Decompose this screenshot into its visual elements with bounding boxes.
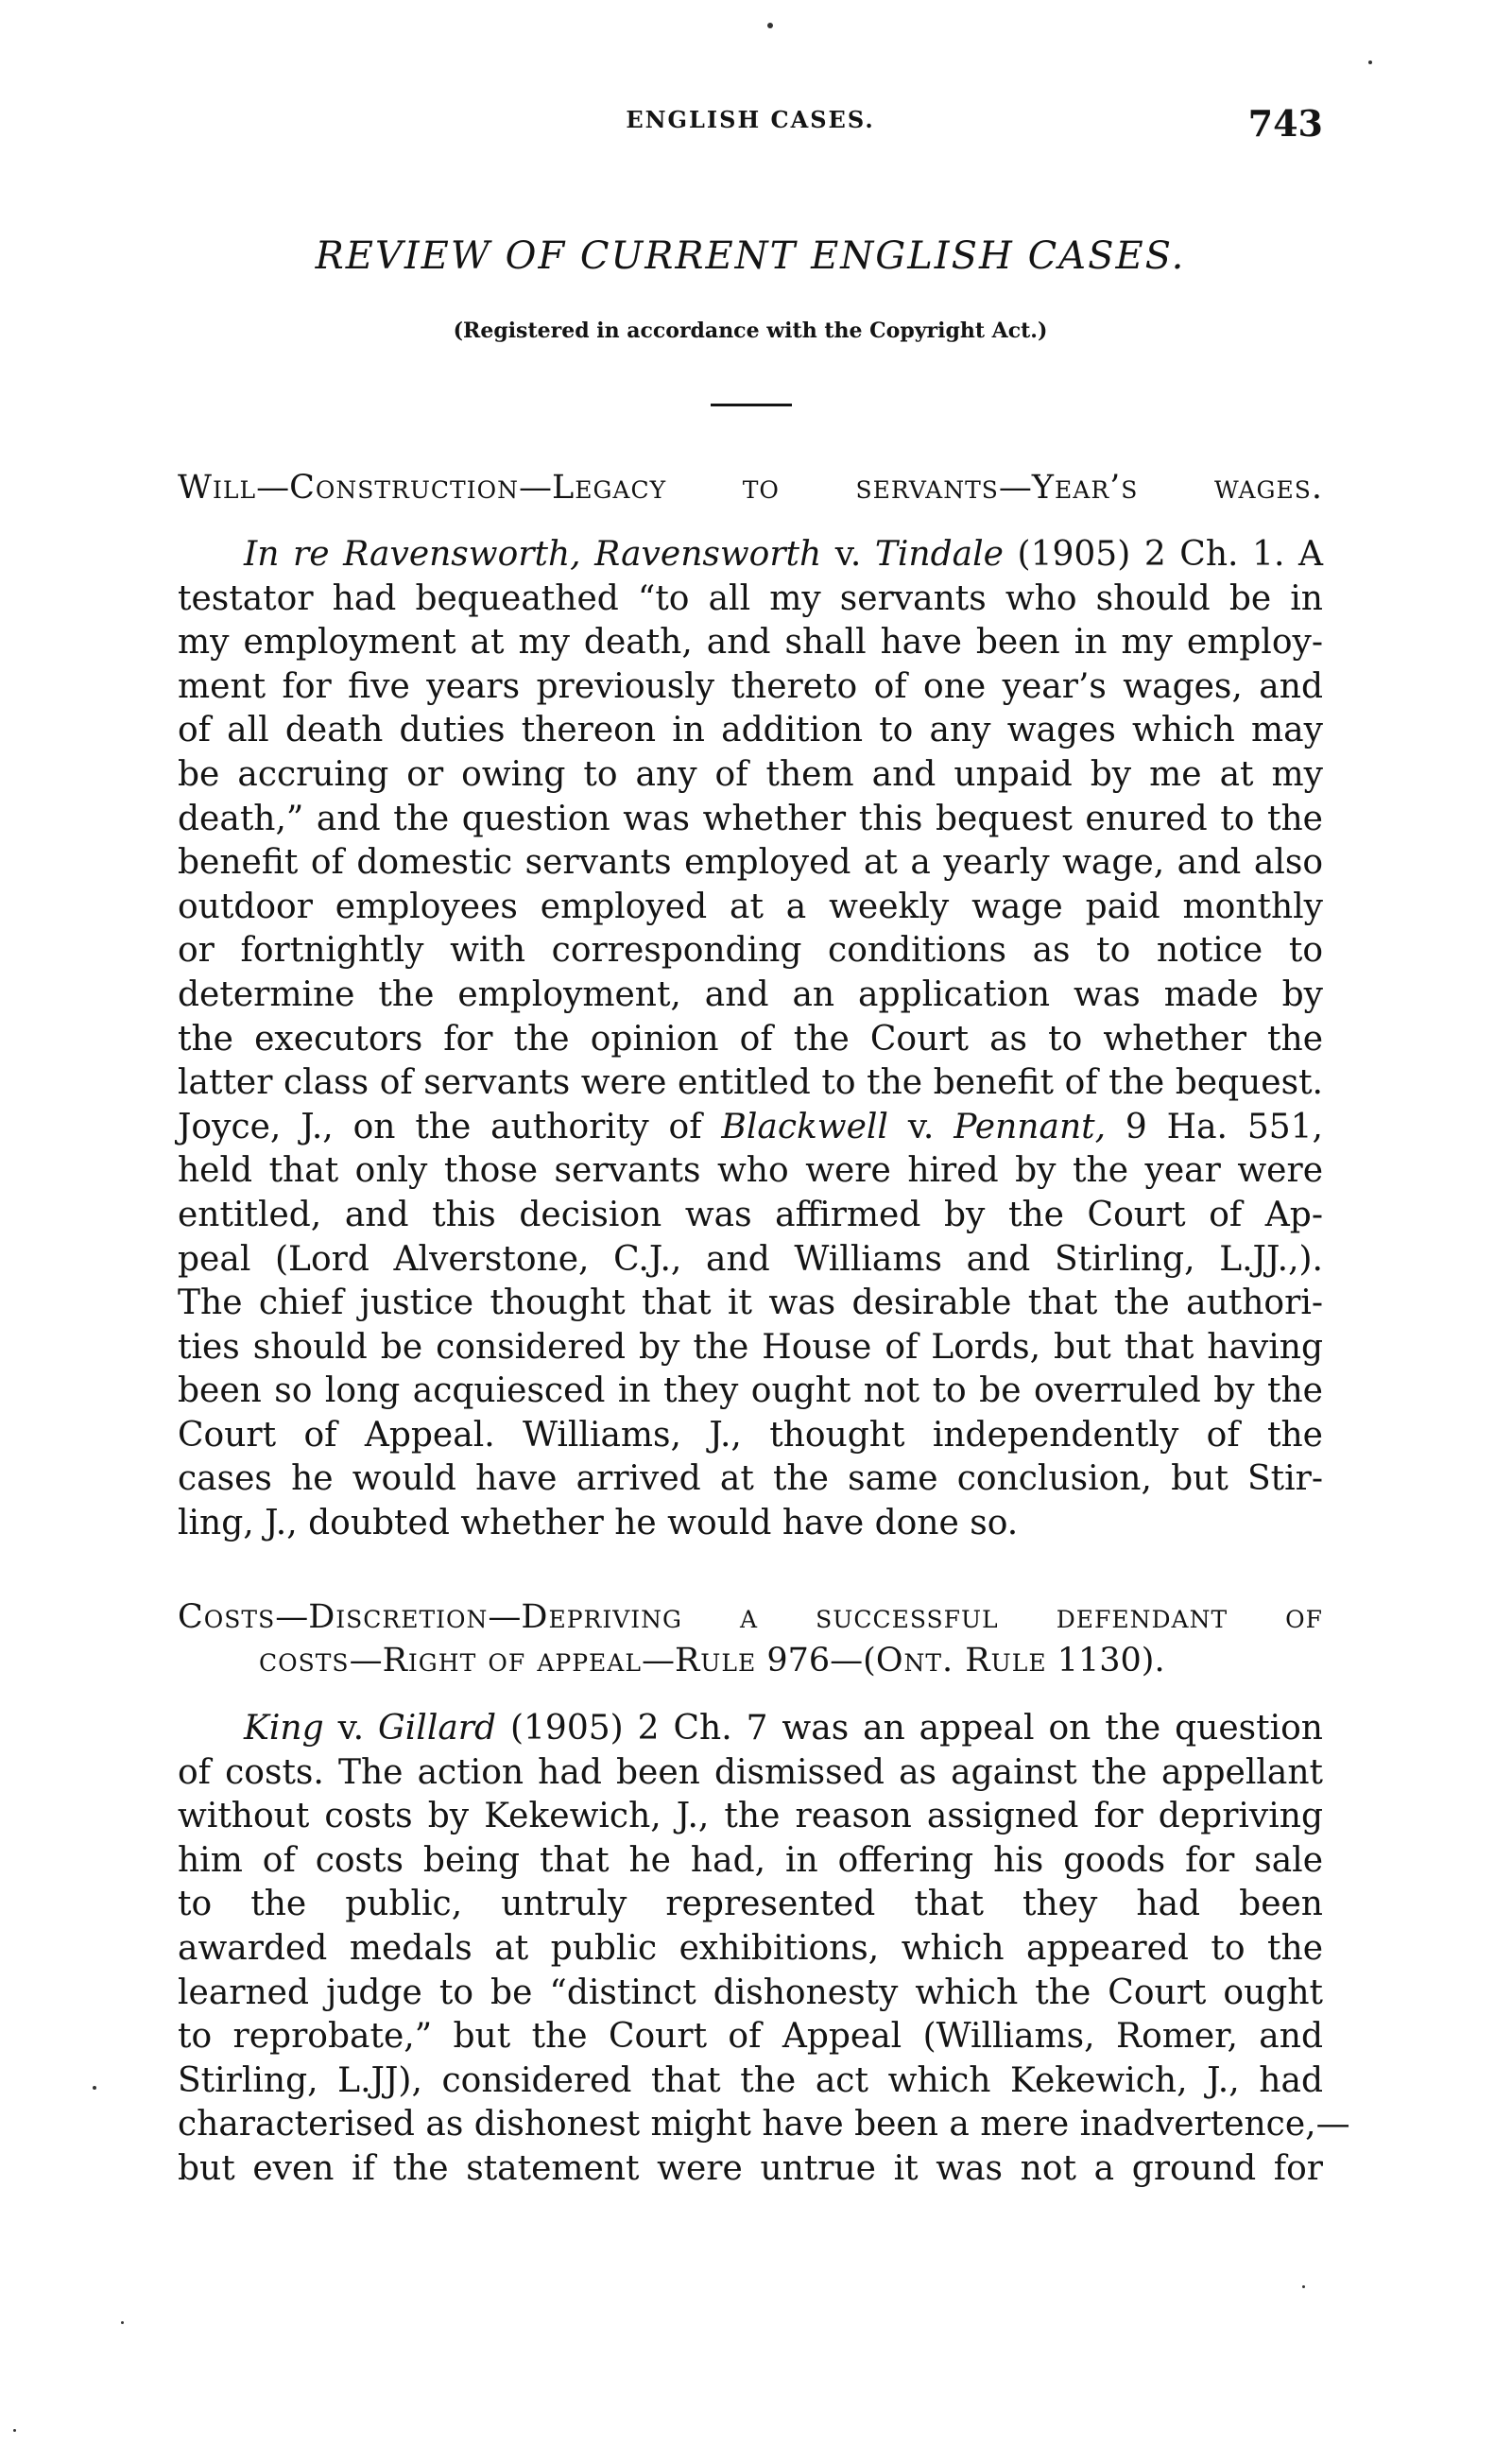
text-line: testator had bequeathed “to all my servants who should be in: [178, 578, 1323, 618]
text-line-joyce: Joyce, J., on the authority of Blackwell v. Pennant, 9 Ha. 551,: [178, 1107, 1323, 1146]
text-line: be accruing or owing to any of them and unpaid by me at my: [178, 754, 1323, 794]
title-rule: [711, 404, 792, 406]
scan-speck: [767, 23, 773, 28]
scan-speck: [1302, 2285, 1305, 2288]
section-body-ravensworth: [178, 533, 1323, 1546]
scan-speck: [121, 2321, 124, 2324]
section-heading-costs-discretion: Costs—Discretion—Depriving a successful defendant of costs—Right of appeal—Rule 976—(Ont. Rule 1130).: [178, 1598, 1323, 1679]
case-citation-line: King v. Gillard (1905) 2 Ch. 7 was an appeal on the question: [244, 1709, 1323, 1748]
text-line: held that only those servants who were hired by the year were: [178, 1151, 1323, 1191]
text-line: characterised as dishonest might have been a mere inadvertence,—: [178, 2105, 1350, 2145]
case-name: In re Ravensworth, Ravensworth: [244, 535, 822, 574]
text-line: The chief justice thought that it was desirable that the authori-: [178, 1283, 1323, 1323]
running-head: [178, 102, 1323, 147]
text-line: Court of Appeal. Williams, J., thought independently of the: [178, 1415, 1323, 1455]
text-line: ties should be considered by the House of Lords, but that having: [178, 1327, 1323, 1367]
text-line: awarded medals at public exhibitions, which appeared to the: [178, 1928, 1323, 1968]
scan-speck: [13, 2429, 16, 2432]
case-name: Gillard: [378, 1709, 497, 1748]
text-line: to the public, untruly represented that they had been: [178, 1885, 1323, 1924]
text-line: or fortnightly with corresponding conditions as to notice to: [178, 931, 1323, 971]
scan-speck: [1368, 60, 1372, 64]
text-line: peal (Lord Alverstone, C.J., and Williams and Stirling, L.JJ.,).: [178, 1239, 1323, 1279]
text-line: latter class of servants were entitled to the benefit of the bequest.: [178, 1063, 1323, 1103]
text-line: determine the employment, and an application was made by: [178, 974, 1323, 1014]
text-line: of costs. The action had been dismissed as against the appellant: [178, 1752, 1323, 1792]
text-line: my employment at my death, and shall have been in my employ-: [178, 623, 1323, 663]
copyright-notice: (Registered in accordance with the Copyright Act.): [453, 319, 1048, 343]
section-body-king-gillard: [178, 1707, 1350, 2192]
text-line: cases he would have arrived at the same conclusion, but Stir-: [178, 1459, 1323, 1499]
section-heading-will-construction: Will—Construction—Legacy to servants—Year’s wages.: [178, 469, 1323, 507]
case-name: Pennant,: [954, 1107, 1107, 1146]
text-line: death,” and the question was whether this bequest enured to the: [178, 799, 1323, 838]
text-line: entitled, and this decision was affirmed by the Court of Ap-: [178, 1195, 1323, 1234]
running-title: ENGLISH CASES.: [626, 106, 875, 133]
page-number: 743: [1247, 102, 1323, 145]
text-line: outdoor employees employed at a weekly wage paid monthly: [178, 887, 1323, 926]
text-line: ment for five years previously thereto of one year’s wages, and: [178, 666, 1323, 706]
text-line: benefit of domestic servants employed at a yearly wage, and also: [178, 843, 1323, 883]
text-line: but even if the statement were untrue it was not a ground for: [178, 2148, 1323, 2188]
text-line: to reprobate,” but the Court of Appeal (Williams, Romer, and: [178, 2017, 1323, 2057]
case-name: Blackwell: [721, 1107, 888, 1146]
text-line: the executors for the opinion of the Court as to whether the: [178, 1019, 1323, 1059]
scan-speck: [93, 2086, 96, 2090]
case-name: King: [244, 1709, 324, 1748]
text-line: without costs by Kekewich, J., the reason assigned for depriving: [178, 1797, 1323, 1836]
text-line: him of costs being that he had, in offering his goods for sale: [178, 1840, 1323, 1880]
text-line: Stirling, L.JJ), considered that the act which Kekewich, J., had: [178, 2060, 1323, 2100]
text-line: learned judge to be “distinct dishonesty which the Court ought: [178, 1972, 1323, 2012]
text-line: of all death duties thereon in addition to any wages which may: [178, 711, 1323, 750]
article-title: REVIEW OF CURRENT ENGLISH CASES.: [315, 234, 1186, 278]
text-line: ling, J., doubted whether he would have done so.: [178, 1504, 1019, 1543]
case-citation-line: In re Ravensworth, Ravensworth v. Tindale (1905) 2 Ch. 1. A: [244, 535, 1323, 574]
case-name: Tindale: [874, 535, 1004, 574]
text-line: been so long acquiesced in they ought not to be overruled by the: [178, 1371, 1323, 1411]
